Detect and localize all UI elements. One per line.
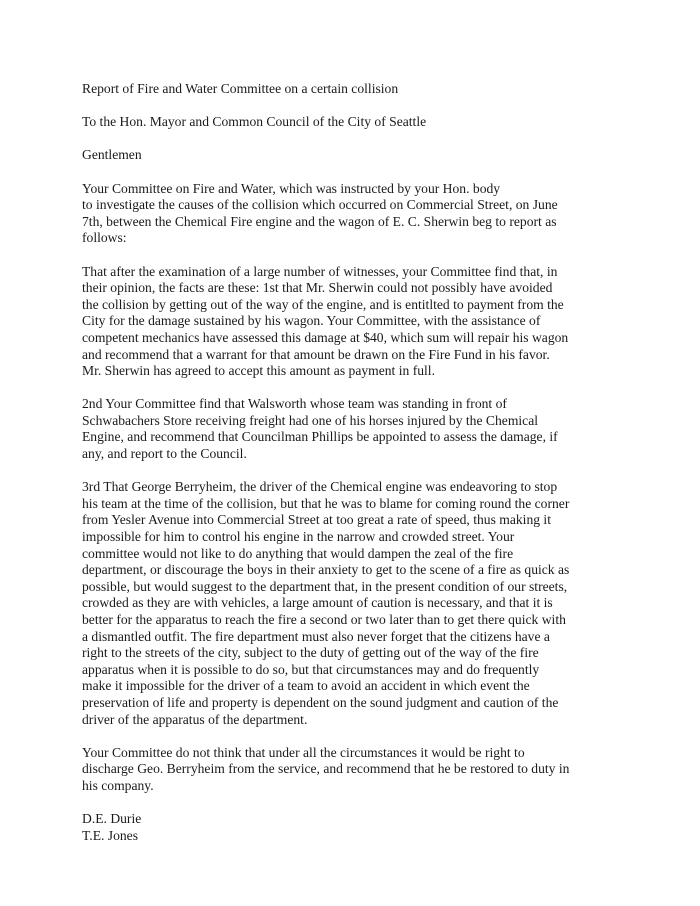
paragraph-line: Mr. Sherwin has agreed to accept this amount as payment in full.	[82, 363, 435, 379]
paragraph-line: their opinion, the facts are these: 1st that Mr. Sherwin could not possibly have avoided	[82, 280, 553, 296]
paragraph-intro	[82, 181, 622, 247]
paragraph-line: Schwabachers Store receiving freight had one of his horses injured by the Chemical	[82, 412, 539, 428]
letter-body	[82, 81, 622, 861]
paragraph-line: 7th, between the Chemical Fire engine and the wagon of E. C. Sherwin beg to report as	[82, 213, 557, 229]
paragraph-line: better for the apparatus to reach the fire a second or two later than to get there quick with	[82, 612, 566, 627]
salutation	[82, 147, 622, 164]
paragraph-findings-second	[82, 396, 622, 462]
paragraph-line: impossible for him to control his engine in the narrow and crowded street. Your	[82, 529, 515, 545]
paragraph-line: City for the damage sustained by his wagon. Your Committee, with the assistance of	[82, 313, 541, 329]
document-title	[82, 81, 622, 98]
paragraph-line: preservation of life and property is dependent on the sound judgment and caution of the	[82, 694, 559, 710]
title-line: Report of Fire and Water Committee on a certain collision	[82, 81, 399, 96]
signature-block	[82, 811, 622, 844]
paragraph-line: the collision by getting out of the way of the engine, and is entitlted to payment from the	[82, 296, 564, 312]
salutation-line: Gentlemen	[82, 147, 142, 163]
addressee-line: To the Hon. Mayor and Common Council of the City of Seattle	[82, 114, 427, 130]
paragraph-recommendation	[82, 745, 622, 795]
paragraph-line: his company.	[82, 777, 154, 793]
paragraph-line: any, and report to the Council.	[82, 446, 247, 462]
paragraph-line: 2nd Your Committee find that Walsworth whose team was standing in front of	[82, 396, 507, 412]
paragraph-line: from Yesler Avenue into Commercial Street at too great a rate of speed, thus making it	[82, 512, 551, 528]
paragraph-line: apparatus when it is possible to do so, but that circumstances may and do frequently	[82, 661, 540, 677]
paragraph-findings-third	[82, 479, 622, 728]
paragraph-line: driver of the apparatus of the department.	[82, 711, 308, 727]
paragraph-line: right to the streets of the city, subject to the duty of getting out of the way of the fire	[82, 645, 539, 661]
paragraph-line: Engine, and recommend that Councilman Phillips be appointed to assess the damage, if	[82, 429, 558, 445]
paragraph-findings-first	[82, 264, 622, 380]
signature-name: D.E. Durie	[82, 811, 142, 827]
paragraph-line: his team at the time of the collision, but that he was to blame for coming round the corner	[82, 495, 570, 511]
paragraph-line: follows:	[82, 230, 127, 246]
paragraph-line: discharge Geo. Berryheim from the service, and recommend that he be restored to duty in	[82, 761, 570, 777]
paragraph-line: committee would not like to do anything that would dampen the zeal of the fire	[82, 545, 514, 561]
addressee	[82, 114, 622, 131]
paragraph-line: crowded as they are with vehicles, a large amount of caution is necessary, and that it is	[82, 595, 553, 611]
paragraph-line: competent mechanics have assessed this damage at $40, which sum will repair his wagon	[82, 329, 569, 345]
paragraph-line: and recommend that a warrant for that amount be drawn on the Fire Fund in his favor.	[82, 346, 550, 362]
paragraph-line: to investigate the causes of the collision which occurred on Commercial Street, on June	[82, 197, 558, 213]
paragraph-line: make it impossible for the driver of a team to avoid an accident in which event the	[82, 678, 530, 694]
signature-name: T.E. Jones	[82, 827, 139, 843]
paragraph-line: Your Committee do not think that under all the circumstances it would be right to	[82, 744, 525, 760]
paragraph-line: department, or discourage the boys in their anxiety to get to the scene of a fire as quick as	[82, 562, 570, 578]
paragraph-line: 3rd That George Berryheim, the driver of the Chemical engine was endeavoring to stop	[82, 479, 558, 495]
paragraph-line: a dismantled outfit. The fire department must also never forget that the citizens have a	[82, 628, 550, 644]
paragraph-line: That after the examination of a large number of witnesses, your Committee find that, in	[82, 263, 558, 279]
paragraph-line: possible, but would suggest to the department that, in the present condition of our streets,	[82, 578, 568, 594]
paragraph-line: Your Committee on Fire and Water, which was instructed by your Hon. body	[82, 180, 501, 196]
